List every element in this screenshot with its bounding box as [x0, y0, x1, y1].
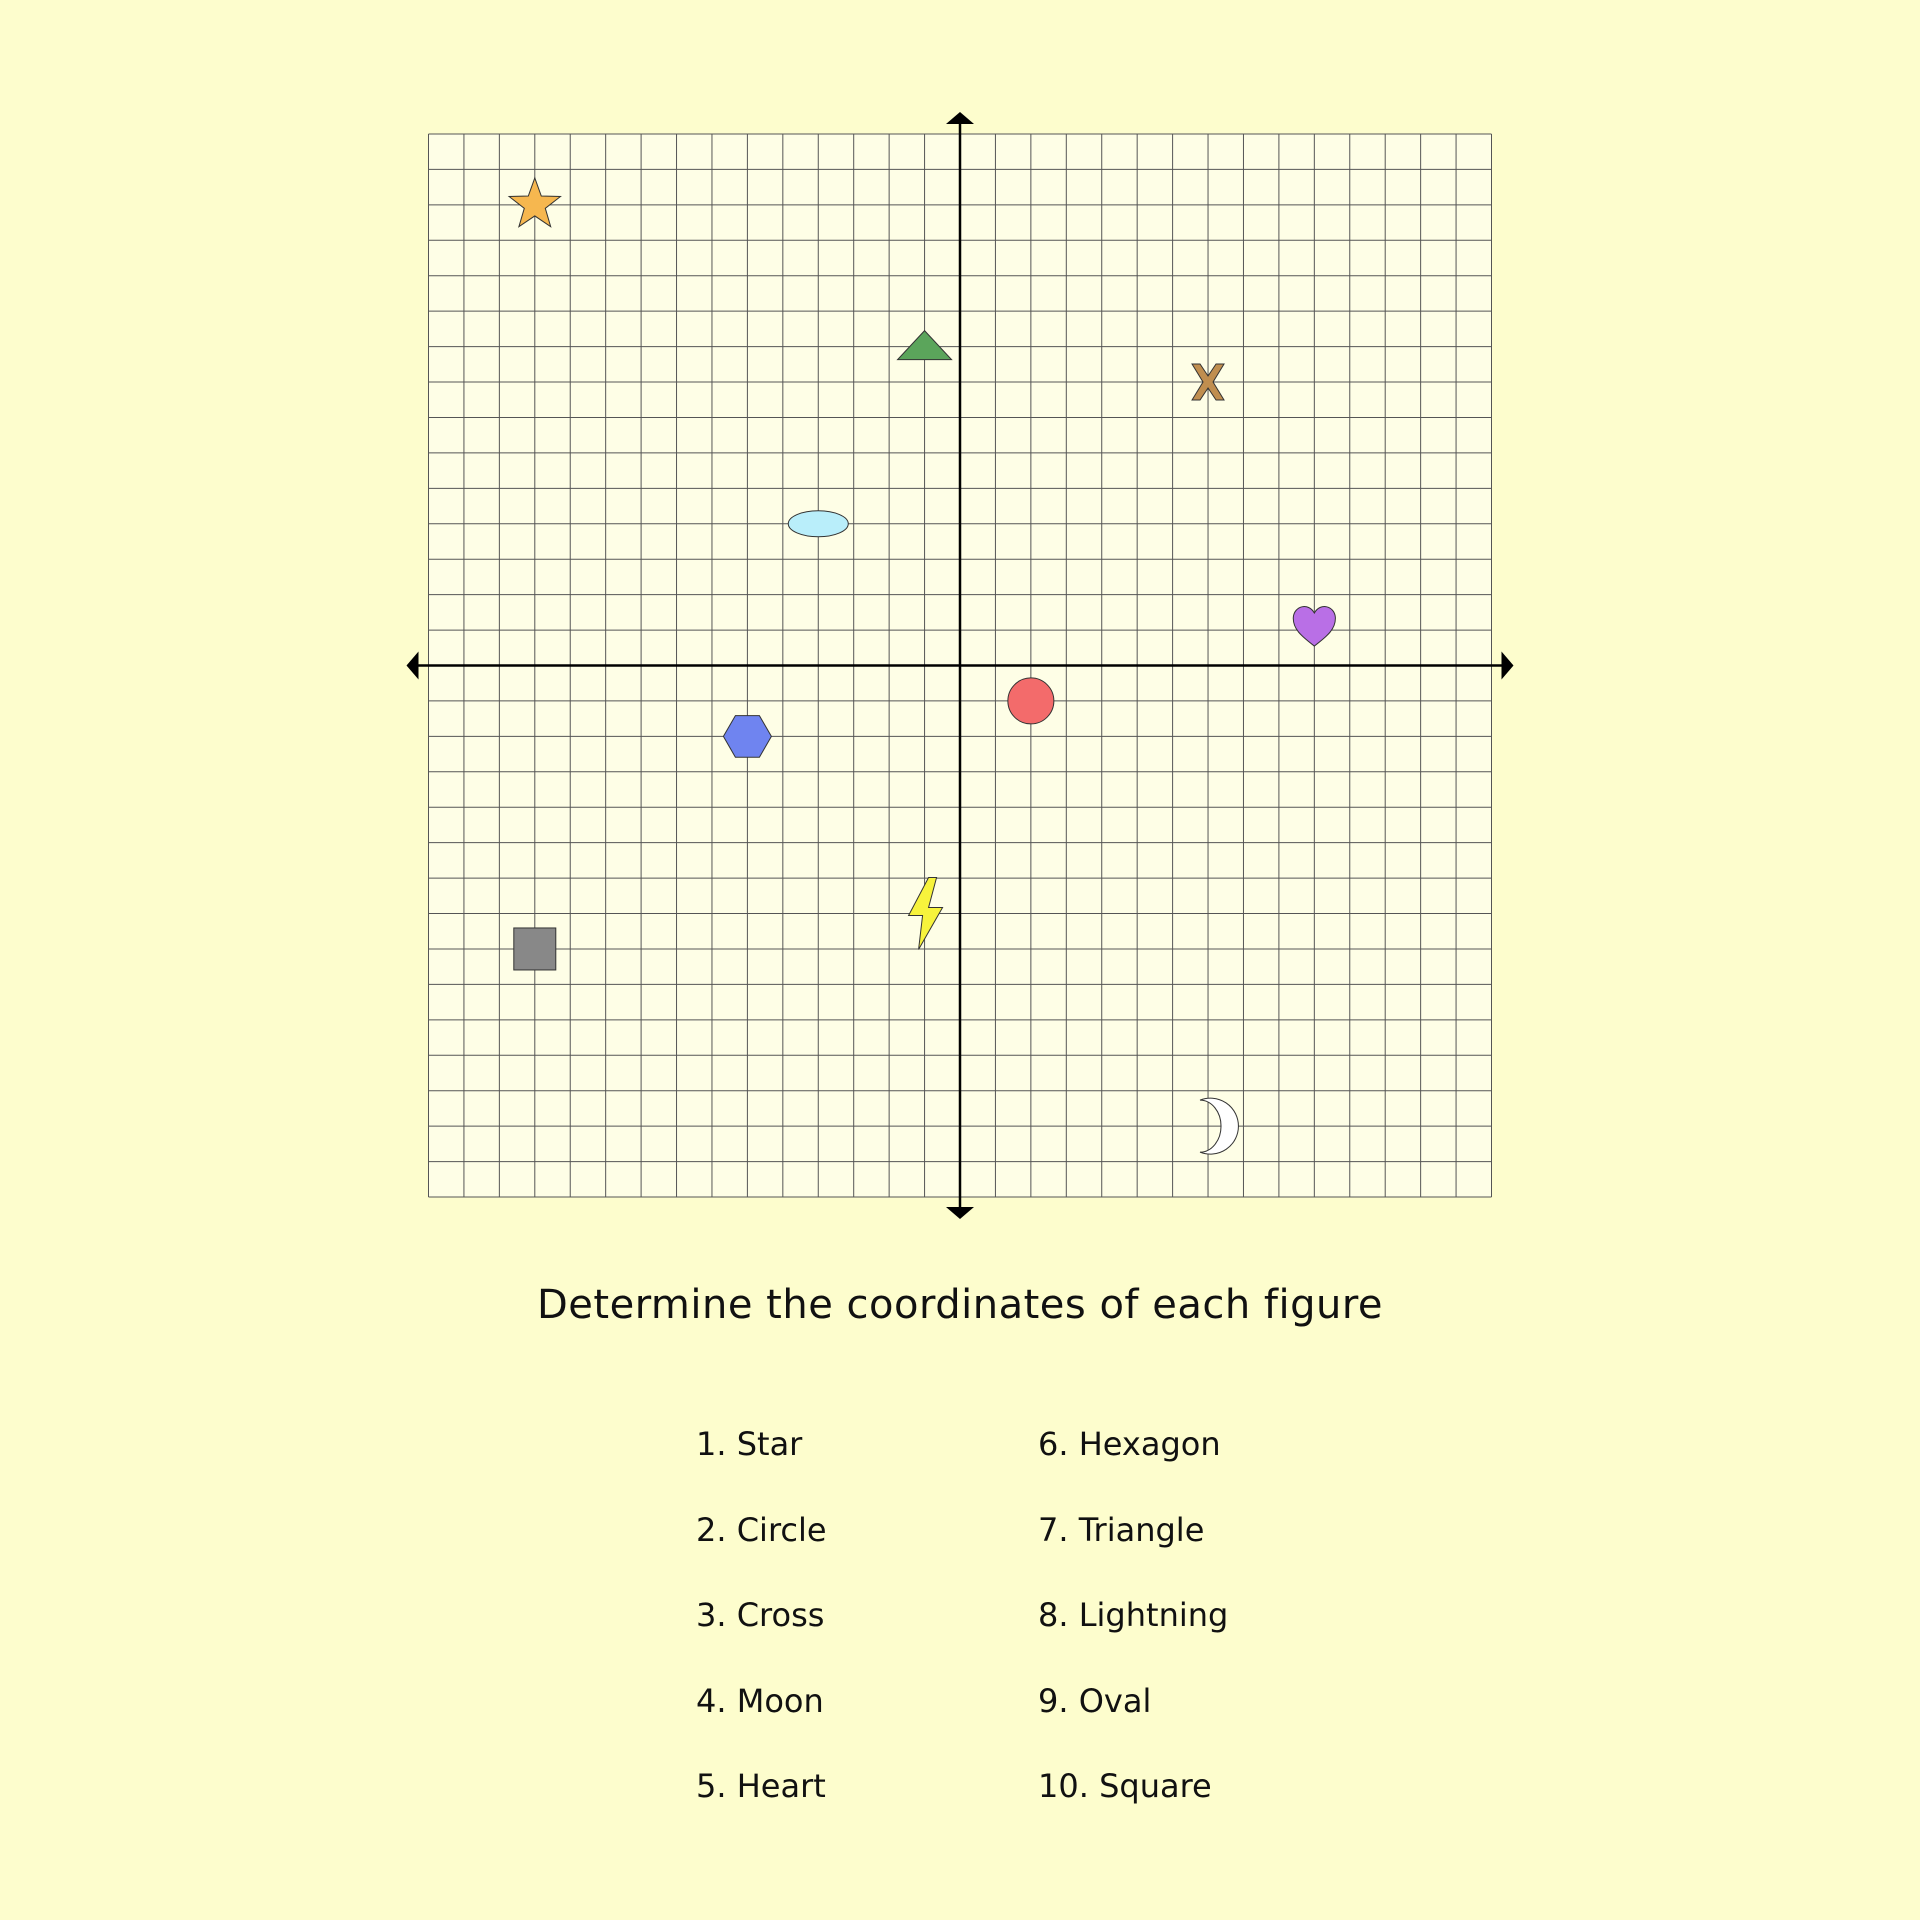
oval-icon — [788, 511, 848, 537]
x-axis-left-arrow — [407, 652, 419, 680]
list-item: 4. Moon — [696, 1681, 824, 1720]
list-item: 7. Triangle — [1038, 1510, 1205, 1549]
y-axis-top-arrow — [946, 112, 974, 124]
list-item: 3. Cross — [696, 1596, 825, 1634]
figure-square — [514, 928, 556, 970]
y-axis-bottom-arrow — [946, 1207, 974, 1219]
x-axis-right-arrow — [1502, 652, 1514, 680]
list-item: 10. Square — [1038, 1767, 1212, 1805]
figure-oval — [788, 511, 848, 537]
page-title: Determine the coordinates of each figure — [536, 1282, 1383, 1328]
list-item: 1. Star — [696, 1425, 803, 1463]
circle-icon — [1008, 678, 1054, 724]
list-item: 5. Heart — [696, 1767, 826, 1805]
figure-list-right — [1038, 1418, 1438, 1846]
list-item: 9. Oval — [1038, 1681, 1152, 1720]
list-item: 2. Circle — [696, 1510, 827, 1549]
figure-list-left — [696, 1418, 1096, 1846]
list-item: 6. Hexagon — [1038, 1425, 1221, 1463]
figure-circle — [1008, 678, 1054, 724]
list-item: 8. Lightning — [1038, 1596, 1229, 1634]
square-icon — [514, 928, 556, 970]
